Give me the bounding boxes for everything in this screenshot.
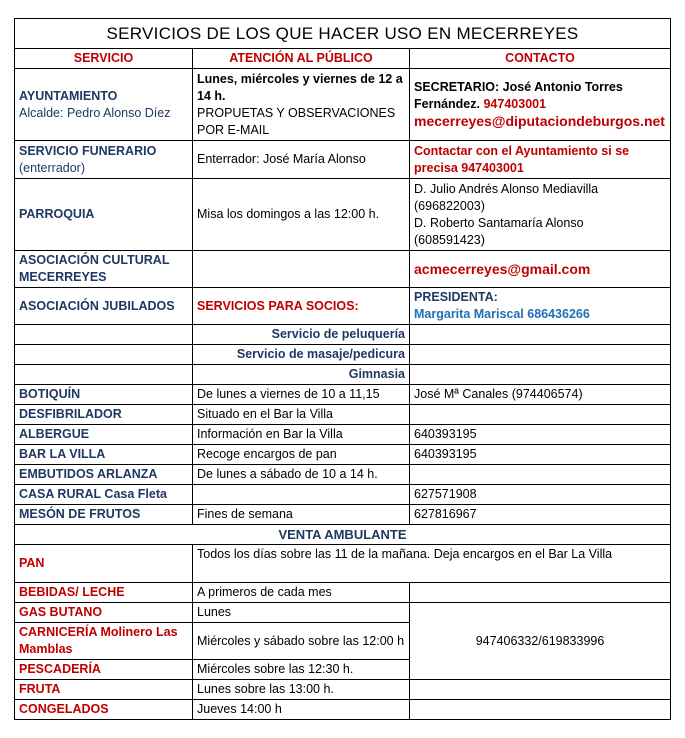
service-fruta: FRUTA [15,680,193,700]
service-casa-rural: CASA RURAL Casa Fleta [15,485,193,505]
attention-hours: Lunes, miércoles y viernes de 12 a 14 h. [197,71,403,103]
venta-section-row [15,525,671,545]
attention-bebidas: A primeros de cada mes [193,583,410,603]
contact-phone[interactable]: 947403001 [483,97,547,111]
empty-cell [410,583,671,603]
empty-cell [410,325,671,345]
service-embutidos: EMBUTIDOS ARLANZA [15,465,193,485]
row-parroquia [15,179,671,251]
attention-desfibrilador: Situado en el Bar la Villa [193,405,410,425]
service-pan: PAN [15,545,193,583]
row-fruta [15,680,671,700]
contact-ayuntamiento [410,69,671,141]
row-meson [15,505,671,525]
attention-pan: Todos los días sobre las 11 de la mañana. Deja encargos en el Bar La Villa [193,545,671,583]
header-servicio: SERVICIO [15,49,193,69]
row-congelados [15,700,671,720]
row-desfibrilador [15,405,671,425]
attention-pescaderia: Miércoles sobre las 12:30 h. [193,660,410,680]
attention-note: PROPUETAS Y OBSERVACIONES POR E-MAIL [197,105,396,137]
attention-fruta: Lunes sobre las 13:00 h. [193,680,410,700]
empty-cell [15,345,193,365]
contact-cultural[interactable]: acmecerreyes@gmail.com [410,251,671,288]
contact-desfibrilador [410,405,671,425]
service-desfibrilador: DESFIBRILADOR [15,405,193,425]
attention-embutidos: De lunes a sábado de 10 a 14 h. [193,465,410,485]
attention-botiquin: De lunes a viernes de 10 a 11,15 [193,385,410,405]
contact-carniceria: 947406332/619833996 [410,603,671,680]
contact-name: Margarita Mariscal 686436266 [414,307,590,321]
row-pan [15,545,671,583]
contact-line: (696822003) [414,198,485,213]
attention-casa-rural [193,485,410,505]
attention-ayuntamiento [193,69,410,141]
row-gas [15,603,671,623]
attention-parroquia: Misa los domingos a las 12:00 h. [193,179,410,251]
service-botiquin: BOTIQUÍN [15,385,193,405]
row-embutidos [15,465,671,485]
empty-cell [410,345,671,365]
subservice-masaje: Servicio de masaje/pedicura [193,345,410,365]
title-row [15,19,671,49]
service-name: AYUNTAMIENTO [19,88,118,103]
service-bar-la-villa: BAR LA VILLA [15,445,193,465]
row-peluqueria [15,325,671,345]
empty-cell [410,365,671,385]
attention-albergue: Información en Bar la Villa [193,425,410,445]
header-atencion: ATENCIÓN AL PÚBLICO [193,49,410,69]
service-meson: MESÓN DE FRUTOS [15,505,193,525]
empty-cell [15,325,193,345]
row-botiquin [15,385,671,405]
row-masaje [15,345,671,365]
subservice-peluqueria: Servicio de peluquería [193,325,410,345]
row-funerario [15,141,671,179]
contact-label: SECRETARIO: José Antonio Torres Fernández. [414,80,623,111]
row-jubilados [15,288,671,325]
contact-email[interactable]: mecerreyes@diputaciondeburgos.net [414,113,665,129]
page-title: SERVICIOS DE LOS QUE HACER USO EN MECERREYES [15,19,671,49]
service-ayuntamiento [15,69,193,141]
contact-funerario: Contactar con el Ayuntamiento si se precisa 947403001 [410,141,671,179]
services-sheet [14,18,670,720]
service-funerario [15,141,193,179]
service-sub: (enterrador) [19,160,85,175]
row-gimnasia [15,365,671,385]
contact-line: (608591423) [414,232,485,247]
contact-jubilados [410,288,671,325]
service-parroquia: PARROQUIA [15,179,193,251]
empty-cell [410,680,671,700]
row-cultural [15,251,671,288]
service-sub: Alcalde: Pedro Alonso Díez [19,105,171,120]
service-carniceria: CARNICERÍA Molinero Las Mamblas [15,623,193,660]
row-ayuntamiento [15,69,671,141]
service-cultural: ASOCIACIÓN CULTURAL MECERREYES [15,251,193,288]
attention-funerario: Enterrador: José María Alonso [193,141,410,179]
service-albergue: ALBERGUE [15,425,193,445]
contact-line: D. Roberto Santamaría Alonso [414,215,584,230]
service-congelados: CONGELADOS [15,700,193,720]
row-bebidas [15,583,671,603]
venta-title: VENTA AMBULANTE [15,525,671,545]
empty-cell [15,365,193,385]
contact-bar-la-villa: 640393195 [410,445,671,465]
attention-meson: Fines de semana [193,505,410,525]
empty-cell [410,700,671,720]
contact-parroquia [410,179,671,251]
service-jubilados: ASOCIACIÓN JUBILADOS [15,288,193,325]
attention-cultural [193,251,410,288]
subservice-gimnasia: Gimnasia [193,365,410,385]
row-bar-la-villa [15,445,671,465]
service-gas: GAS BUTANO [15,603,193,623]
attention-jubilados: SERVICIOS PARA SOCIOS: [193,288,410,325]
service-pescaderia: PESCADERÍA [15,660,193,680]
service-name: SERVICIO FUNERARIO [19,143,157,158]
row-albergue [15,425,671,445]
contact-botiquin: José Mª Canales (974406574) [410,385,671,405]
contact-albergue: 640393195 [410,425,671,445]
header-row [15,49,671,69]
services-table [14,18,671,720]
attention-gas: Lunes [193,603,410,623]
attention-congelados: Jueves 14:00 h [193,700,410,720]
contact-meson: 627816967 [410,505,671,525]
contact-casa-rural: 627571908 [410,485,671,505]
contact-line: D. Julio Andrés Alonso Mediavilla [414,181,599,196]
contact-label: PRESIDENTA: [414,290,498,304]
service-bebidas: BEBIDAS/ LECHE [15,583,193,603]
attention-carniceria: Miércoles y sábado sobre las 12:00 h [193,623,410,660]
attention-bar-la-villa: Recoge encargos de pan [193,445,410,465]
row-casa-rural [15,485,671,505]
header-contacto: CONTACTO [410,49,671,69]
contact-embutidos [410,465,671,485]
